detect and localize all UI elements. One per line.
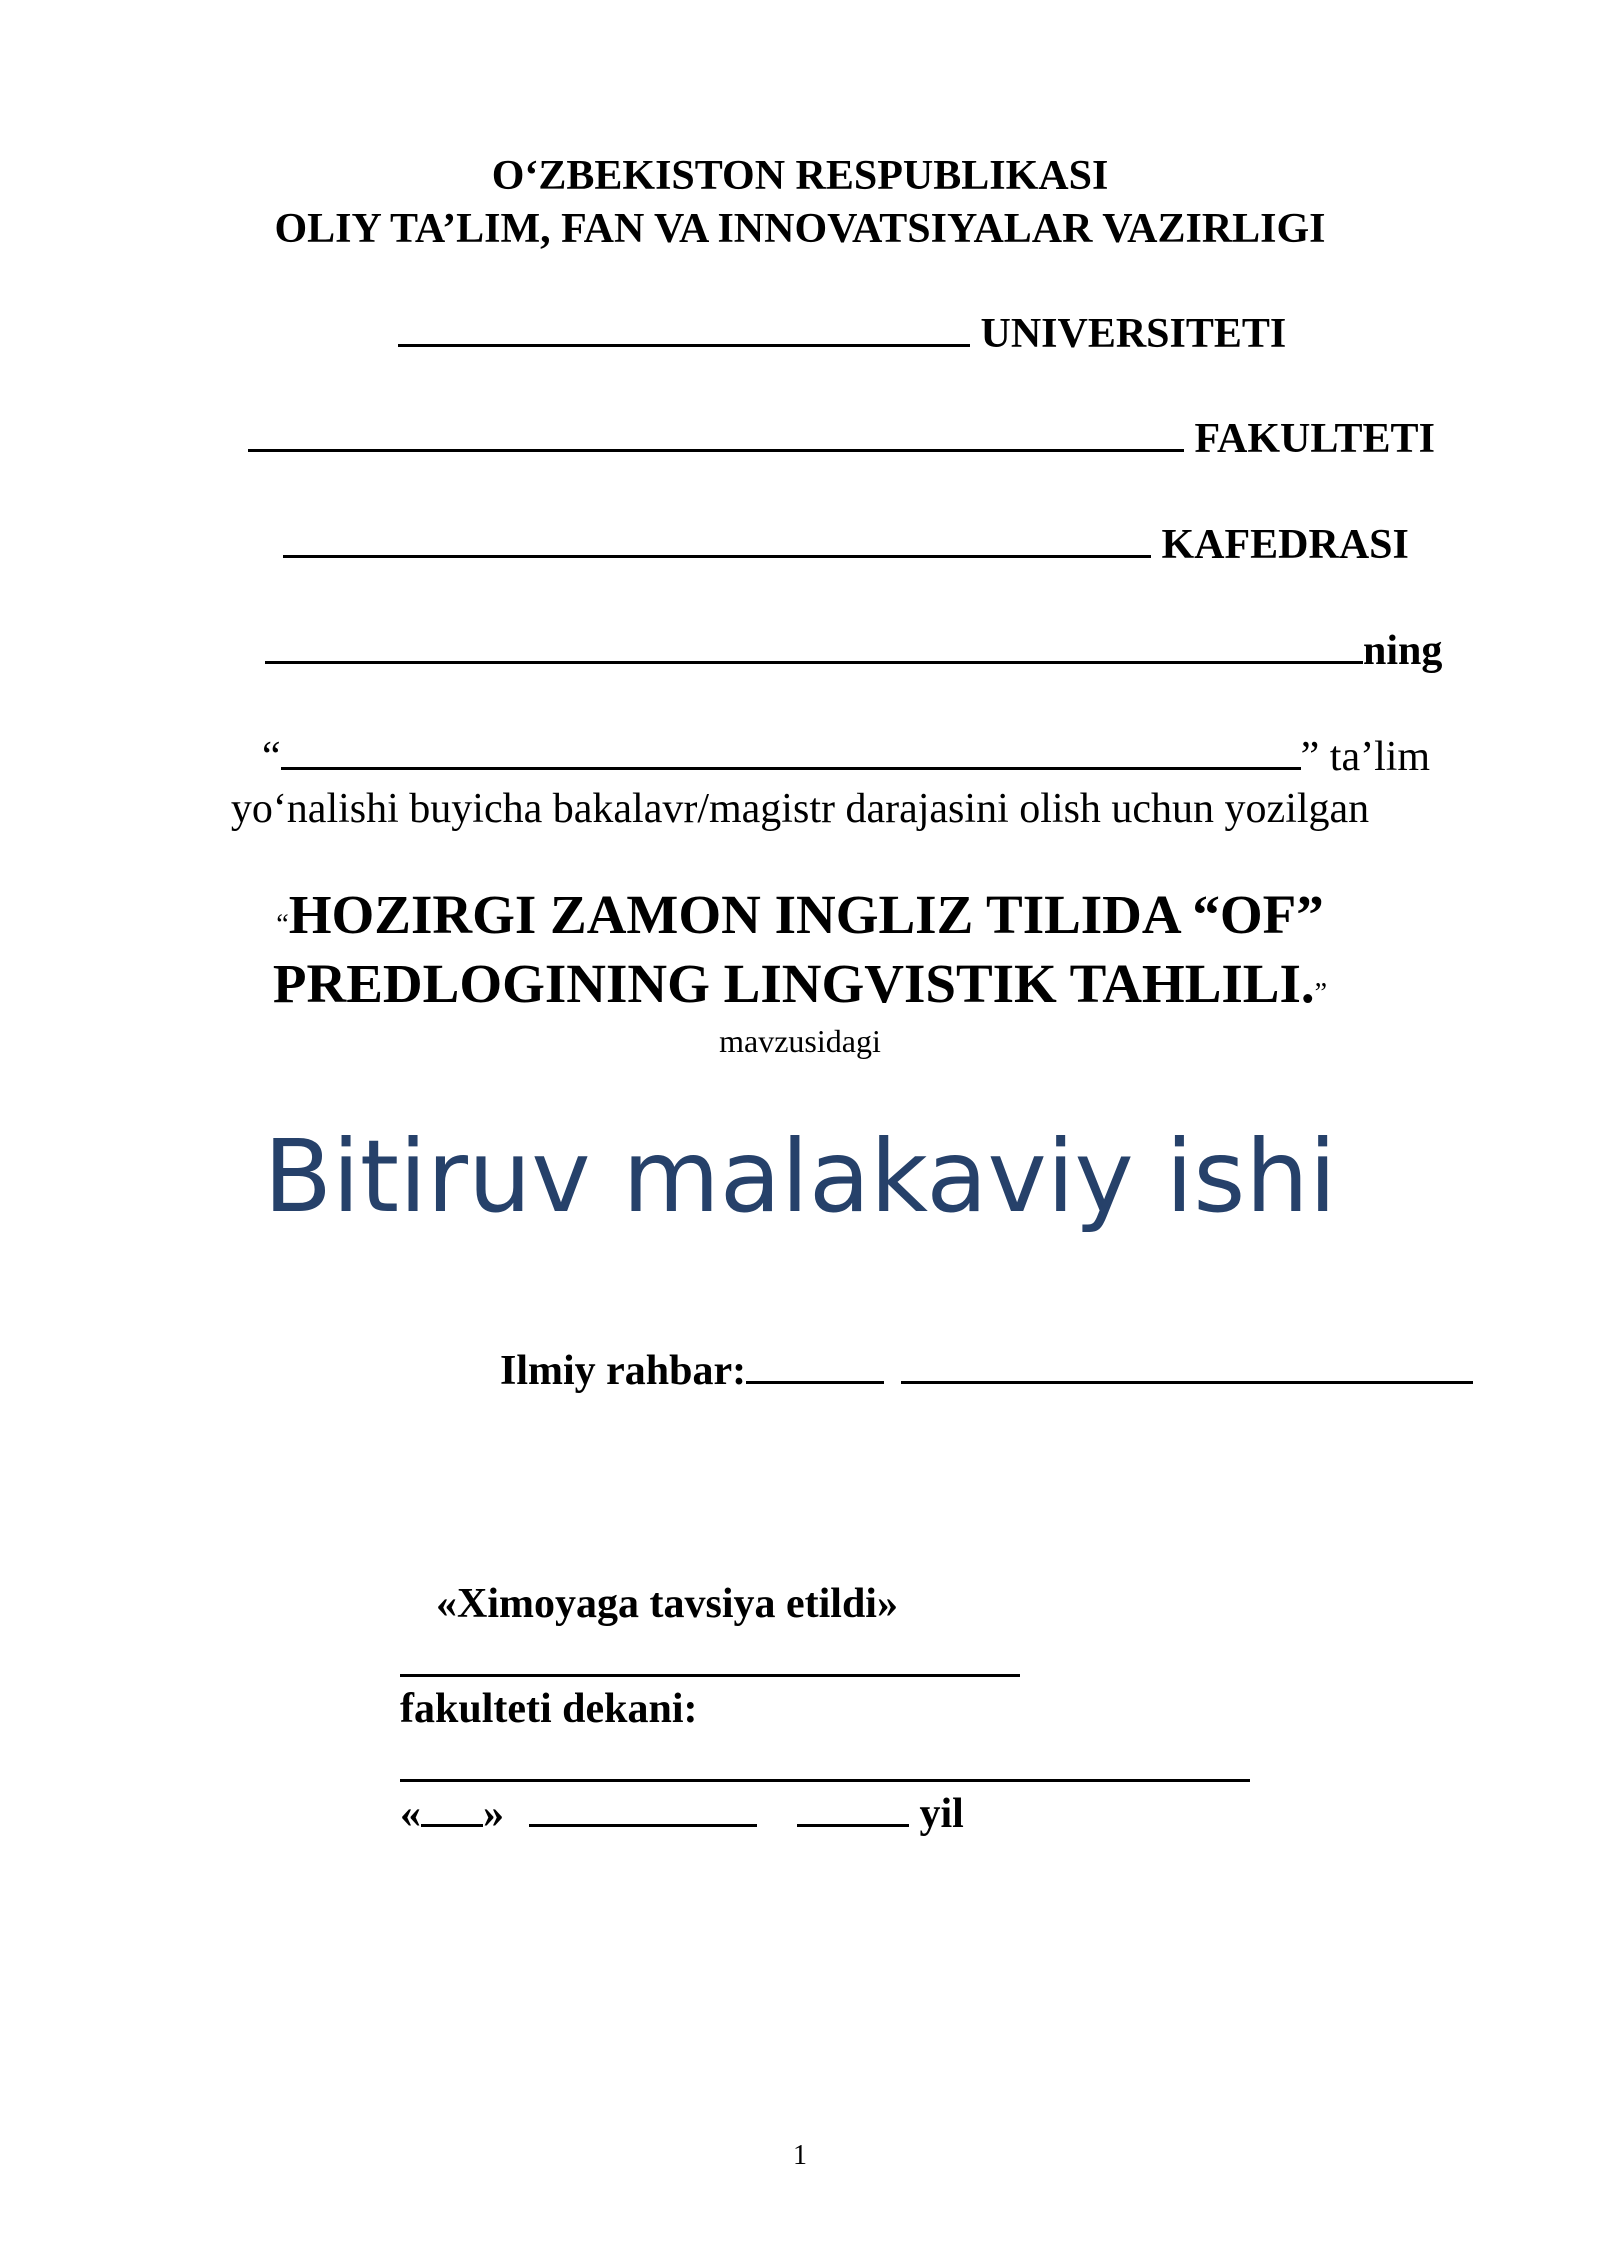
direction-close: ” ta’lim [1300,734,1431,780]
person-suffix: ning [1363,628,1443,674]
faculty-name-blank [400,1670,1020,1677]
person-field [265,627,1442,675]
direction-line-2: yo‘nalishi buyicha bakalavr/magistr darajasini olish uchun yozilgan [230,786,1370,832]
university-blank [398,340,970,347]
department-label: KAFEDRASI [1161,522,1409,568]
university-field [398,310,1286,358]
dean-label: fakulteti dekani: [400,1686,698,1732]
topic-line-1 [0,883,1600,946]
page-number: 1 [793,2140,807,2171]
date-field [400,1790,964,1838]
date-month-blank [529,1820,757,1827]
topic-suffix: mavzusidagi [719,1023,881,1059]
document-title: Bitiruv malakaviy ishi [263,1118,1337,1235]
dean-name-field [400,1745,1250,1793]
direction-open-quote: “ [262,734,281,780]
year-label: yil [919,1791,964,1837]
supervisor-blank-long [901,1377,1473,1384]
topic-close-quote: ” [1314,978,1328,1009]
university-label: UNIVERSITETI [980,311,1287,357]
header-line-1: O‘ZBEKISTON RESPUBLIKASI [491,153,1109,199]
supervisor-label: Ilmiy rahbar: [500,1348,747,1394]
topic-text-2: PREDLOGINING LINGVISTIK TAHLILI. [272,953,1315,1014]
topic-line-2 [0,952,1600,1015]
topic-text-1: HOZIRGI ZAMON INGLIZ TILIDA “OF” [288,884,1324,945]
person-blank [265,657,1363,664]
department-field [283,521,1409,569]
faculty-blank [248,445,1184,452]
direction-field [262,733,1430,781]
recommended-label: «Ximoyaga tavsiya etildi» [436,1581,898,1627]
faculty-name-field [400,1640,1020,1688]
supervisor-field [500,1347,1473,1395]
faculty-field [248,415,1435,463]
date-year-blank [797,1820,909,1827]
date-close: » [483,1791,504,1837]
header-line-2: OLIY TA’LIM, FAN VA INNOVATSIYALAR VAZIRLIGI [274,206,1326,252]
faculty-label: FAKULTETI [1194,416,1435,462]
dean-name-blank [400,1775,1250,1782]
supervisor-blank-short [746,1377,884,1384]
date-day-blank [421,1820,483,1827]
date-open: « [400,1791,421,1837]
direction-blank [281,763,1301,770]
department-blank [283,551,1151,558]
topic-open-quote: “ [276,909,289,940]
